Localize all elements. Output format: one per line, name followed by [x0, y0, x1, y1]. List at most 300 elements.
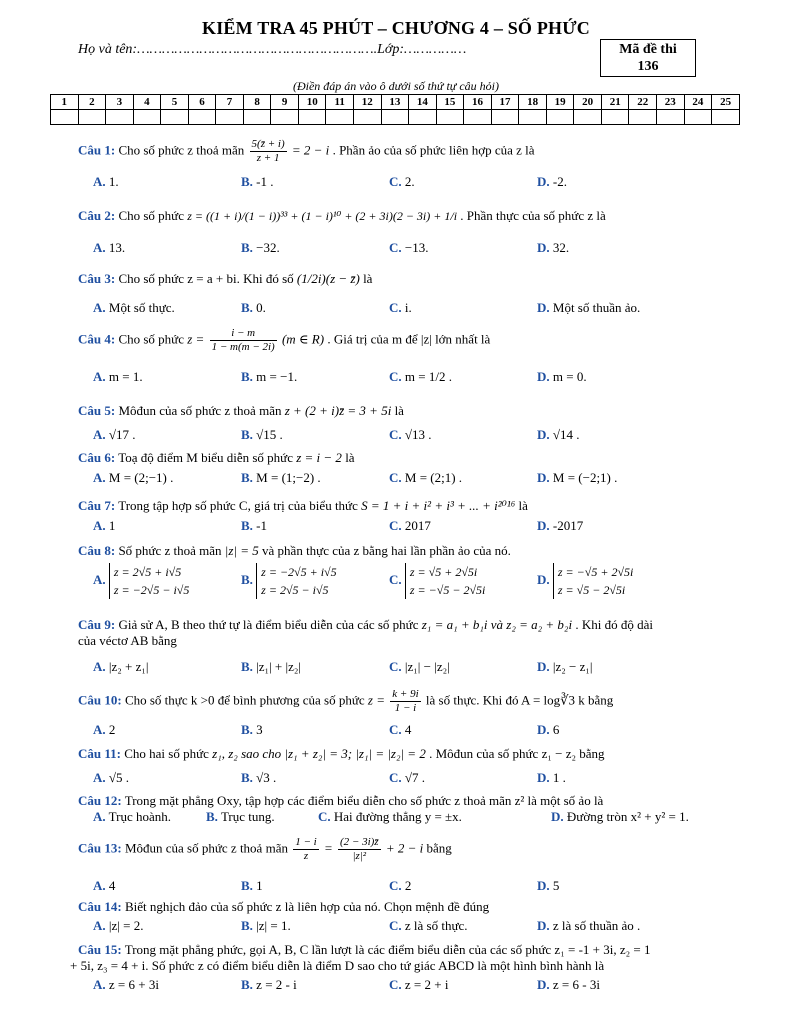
fraction-denominator: z + 1 [256, 152, 280, 164]
question-text: Cho số phức [118, 208, 184, 223]
option-letter: D. [537, 240, 550, 255]
options-q5 [93, 427, 753, 443]
option-letter: A. [93, 427, 106, 442]
option-text: m = 1. [108, 369, 143, 384]
answer-option [537, 659, 593, 675]
options-q15 [93, 977, 753, 993]
answer-grid-number: 21 [601, 95, 629, 110]
question-label: Câu 13: [78, 840, 122, 856]
option-letter: A. [93, 722, 106, 737]
option-letter: B. [241, 369, 253, 384]
option-letter: C. [389, 369, 402, 384]
option-text: √7 . [404, 770, 426, 785]
question-label: Câu 10: [78, 692, 122, 708]
option-letter: C. [389, 240, 402, 255]
answer-option [241, 240, 280, 256]
answer-option [241, 878, 263, 894]
answer-option [241, 518, 267, 534]
option-letter: D. [537, 878, 550, 893]
option-text: √3 . [256, 770, 277, 785]
option-text: √13 . [404, 427, 432, 442]
exam-code-label: Mã đề thi [619, 42, 677, 57]
answer-option [93, 518, 115, 534]
system-line: z = −√5 + 2√5i [557, 565, 634, 579]
answer-option [537, 470, 617, 486]
option-text: −32. [256, 240, 280, 255]
answer-option [93, 369, 143, 385]
question-14 [78, 899, 758, 915]
option-letter: B. [241, 722, 253, 737]
fraction-denominator: 1 − m(m − 2i) [211, 341, 275, 353]
option-system [553, 563, 633, 599]
answer-option [93, 659, 149, 675]
answer-option [241, 470, 321, 486]
answer-option [537, 427, 580, 443]
answer-cell[interactable] [601, 110, 629, 125]
option-letter: A. [93, 977, 106, 992]
option-letter: C. [389, 918, 402, 933]
option-letter: C. [389, 174, 402, 189]
answer-option [389, 722, 411, 738]
question-text-end: là [518, 498, 528, 513]
option-text: |z₁| + |z₂| [256, 659, 302, 674]
answer-grid-number: 22 [629, 95, 657, 110]
option-letter: C. [318, 809, 331, 824]
answer-option [93, 878, 115, 894]
answer-grid-blanks [51, 110, 740, 125]
option-letter: B. [206, 809, 218, 824]
question-text: Toạ độ điểm M biểu diễn số phức [118, 450, 293, 465]
answer-grid-number: 16 [464, 95, 492, 110]
question-text-end: . Phần thực của số phức z là [460, 208, 606, 223]
answer-option [537, 878, 559, 894]
formula-lhs: z = [187, 331, 205, 347]
answer-cell[interactable] [546, 110, 574, 125]
answer-option [241, 659, 301, 675]
answer-cell[interactable] [381, 110, 409, 125]
answer-option [93, 240, 125, 256]
answer-cell[interactable] [629, 110, 657, 125]
option-letter: A. [93, 300, 106, 315]
system-line: z = 2√5 + i√5 [113, 565, 182, 579]
answer-cell[interactable] [436, 110, 464, 125]
answer-option [537, 300, 640, 316]
answer-instruction: (Điền đáp án vào ô dưới số thứ tự câu hỏi) [292, 79, 499, 93]
option-letter: B. [241, 300, 253, 315]
answer-cell[interactable] [216, 110, 244, 125]
answer-cell[interactable] [133, 110, 161, 125]
question-2 [78, 208, 758, 224]
option-text: Trục tung. [220, 809, 275, 824]
answer-grid-number: 10 [298, 95, 326, 110]
question-4 [78, 327, 758, 354]
question-7 [78, 498, 758, 514]
options-q8 [93, 563, 753, 605]
option-letter: D. [537, 977, 550, 992]
option-text: -1 . [256, 174, 274, 189]
question-text-end: là [394, 403, 404, 418]
answer-cell[interactable] [161, 110, 189, 125]
system-line: z = −2√5 + i√5 [261, 565, 337, 579]
question-9 [78, 617, 758, 649]
answer-grid-number: 17 [491, 95, 519, 110]
option-text: -2017 [552, 518, 584, 533]
answer-option [389, 563, 485, 599]
option-letter: C. [389, 878, 402, 893]
options-q9 [93, 659, 753, 675]
option-text: 4 [404, 722, 412, 737]
question-text: Biết nghịch đảo của số phức z là liên hợp của nó. Chọn mệnh đề đúng [124, 899, 490, 914]
answer-grid-number: 24 [684, 95, 712, 110]
option-letter: C. [389, 770, 402, 785]
answer-option [389, 659, 450, 675]
option-text: 2. [404, 174, 415, 189]
option-letter: A. [93, 659, 106, 674]
option-text: z là số thuần ảo . [552, 918, 641, 933]
question-text: Môđun của số phức z thoả mãn [118, 403, 282, 418]
option-text: √14 . [552, 427, 580, 442]
option-letter: C. [389, 977, 402, 992]
option-letter: B. [241, 518, 253, 533]
formula: S = 1 + i + i² + i³ + ... + i²⁰¹⁶ [361, 498, 516, 513]
answer-cell[interactable] [712, 110, 740, 125]
formula-rhs: = 2 − i [291, 142, 330, 158]
question-label: Câu 8: [78, 543, 116, 558]
option-letter: A. [93, 770, 106, 785]
question-label: Câu 6: [78, 450, 116, 465]
answer-cell[interactable] [464, 110, 492, 125]
exam-code-value: 136 [637, 59, 659, 74]
question-12 [78, 793, 758, 809]
option-letter: D. [537, 518, 550, 533]
answer-cell[interactable] [271, 110, 299, 125]
option-letter: B. [241, 174, 253, 189]
options-q12 [93, 809, 753, 825]
formula-fraction-right [338, 836, 381, 863]
answer-grid-number: 25 [712, 95, 740, 110]
option-text: M = (2;1) . [404, 470, 463, 485]
formula: z₁, z₂ sao cho |z₁ + z₂| = 3; |z₁| = |z₂| = 2 [212, 746, 426, 761]
system-line: z = 2√5 − i√5 [261, 583, 329, 597]
question-text-end: . Giá trị của m để |z| lớn nhất là [327, 331, 491, 347]
option-letter: A. [93, 518, 106, 533]
answer-option [241, 300, 266, 316]
answer-grid-number: 11 [326, 95, 354, 110]
question-text: Cho hai số phức [124, 746, 209, 761]
option-text: 2017 [404, 518, 431, 533]
option-text: 1 [108, 518, 116, 533]
answer-option [93, 770, 129, 786]
option-text: 4 [108, 878, 116, 893]
option-text: z = 6 - 3i [552, 977, 600, 992]
option-letter: A. [93, 918, 106, 933]
option-letter: A. [93, 470, 106, 485]
option-letter: C. [389, 659, 402, 674]
formula: z = i − 2 [296, 450, 342, 465]
answer-option [551, 809, 689, 825]
answer-option [206, 809, 275, 825]
fraction-denominator: |z|² [352, 850, 367, 862]
answer-option [537, 518, 583, 534]
option-text: 32. [552, 240, 570, 255]
question-text: Cho số phức z thoả mãn [118, 142, 245, 158]
answer-grid-number: 1 [51, 95, 79, 110]
question-label: Câu 11: [78, 746, 121, 761]
answer-option [537, 174, 567, 190]
answer-grid-number: 5 [161, 95, 189, 110]
system-line: z = √5 + 2√5i [409, 565, 478, 579]
question-5 [78, 403, 758, 419]
option-text: -1 [256, 518, 268, 533]
option-text: -2. [552, 174, 567, 189]
question-8 [78, 543, 758, 559]
formula-fraction [390, 688, 420, 715]
options-q10 [93, 722, 753, 738]
answer-cell[interactable] [354, 110, 382, 125]
answer-cell[interactable] [188, 110, 216, 125]
answer-grid-number: 12 [354, 95, 382, 110]
option-text: z = 2 - i [256, 977, 297, 992]
option-letter: D. [551, 809, 564, 824]
option-text: |z₂ + z₁| [108, 659, 149, 674]
fraction-numerator: k + 9i [392, 688, 419, 700]
option-text: 5 [552, 878, 560, 893]
option-text: 2 [404, 878, 412, 893]
answer-option [93, 174, 119, 190]
question-label: Câu 9: [78, 617, 116, 632]
question-label: Câu 4: [78, 331, 116, 347]
answer-grid-number: 8 [243, 95, 271, 110]
option-text: M = (1;−2) . [256, 470, 321, 485]
question-15 [70, 942, 758, 974]
option-text: 1 [256, 878, 263, 893]
option-system [256, 563, 336, 599]
answer-option [389, 369, 452, 385]
option-text: Trục hoành. [108, 809, 172, 824]
question-10 [78, 688, 758, 715]
answer-cell[interactable] [243, 110, 271, 125]
formula-lhs: z = [367, 692, 386, 708]
answer-grid-number: 6 [188, 95, 216, 110]
answer-option [93, 809, 171, 825]
question-text: Trong tập hợp số phức C, giá trị của biểu thức [118, 498, 358, 513]
option-letter: D. [537, 470, 550, 485]
exam-code-box [600, 39, 696, 77]
answer-option [389, 518, 431, 534]
options-q4 [93, 369, 753, 385]
option-letter: A. [93, 174, 106, 189]
answer-cell[interactable] [298, 110, 326, 125]
fraction-numerator: (2 − 3i)z̄ [339, 836, 379, 848]
question-6 [78, 450, 758, 466]
question-label: Câu 14: [78, 899, 122, 914]
option-text: 13. [108, 240, 126, 255]
formula: (1/2i)(z − z̄) [296, 271, 360, 286]
question-text-line2: + 5i, z₃ = 4 + i. Số phức z có điểm biểu diễn là điểm D sao cho tứ giác ABCD là một hình bình hành là [70, 958, 605, 973]
answer-cell[interactable] [684, 110, 712, 125]
formula-rhs: (m ∈ R) [281, 331, 325, 347]
answer-option [389, 918, 468, 934]
option-letter: B. [241, 427, 253, 442]
answer-cell[interactable] [106, 110, 134, 125]
options-q14 [93, 918, 753, 934]
option-text: |z| = 2. [108, 918, 144, 933]
student-info-line: Họ và tên:………………………………………………….Lớp:…………… [78, 42, 467, 57]
option-text: √17 . [108, 427, 136, 442]
option-text: Hai đường thẳng y = ±x. [333, 809, 462, 824]
option-letter: C. [389, 571, 402, 587]
option-letter: A. [93, 240, 106, 255]
answer-option [241, 563, 337, 599]
question-text-end: . Phần ảo của số phức liên hợp của z là [332, 142, 535, 158]
option-text: Một số thực. [108, 300, 175, 315]
answer-grid-number: 19 [546, 95, 574, 110]
question-13 [78, 836, 758, 863]
answer-option [537, 563, 633, 599]
option-text: Một số thuần ảo. [552, 300, 641, 315]
option-letter: C. [389, 470, 402, 485]
answer-cell[interactable] [51, 110, 79, 125]
option-text: M = (−2;1) . [552, 470, 618, 485]
question-3 [78, 271, 758, 287]
option-text: |z| = 1. [256, 918, 291, 933]
option-letter: B. [241, 659, 253, 674]
answer-option [389, 174, 415, 190]
option-system [109, 563, 189, 599]
option-letter: D. [537, 300, 550, 315]
options-q2 [93, 240, 753, 256]
question-text-end: và phần thực của z bằng hai lần phần ảo của nó. [262, 543, 511, 558]
answer-option [241, 427, 283, 443]
answer-option [93, 427, 136, 443]
formula-rhs: + 2 − i [385, 840, 424, 856]
answer-option [93, 918, 143, 934]
answer-option [241, 918, 291, 934]
option-text: z là số thực. [404, 918, 468, 933]
answer-option [241, 722, 263, 738]
option-letter: D. [537, 722, 550, 737]
answer-option [93, 300, 175, 316]
option-letter: C. [389, 722, 402, 737]
option-text: i. [404, 300, 412, 315]
answer-grid-number: 3 [106, 95, 134, 110]
answer-grid-number: 14 [409, 95, 437, 110]
option-letter: C. [389, 300, 402, 315]
answer-cell[interactable] [519, 110, 547, 125]
option-text: √5 . [108, 770, 130, 785]
system-line: z = √5 − 2√5i [557, 583, 626, 597]
answer-option [389, 427, 432, 443]
option-letter: B. [241, 918, 253, 933]
answer-option [389, 977, 448, 993]
answer-grid-number: 2 [78, 95, 106, 110]
options-q13 [93, 878, 753, 894]
option-text: 1 . [552, 770, 566, 785]
option-text: 2 [108, 722, 116, 737]
options-q6 [93, 470, 753, 486]
answer-option [93, 977, 159, 993]
question-label: Câu 7: [78, 498, 116, 513]
option-letter: B. [241, 470, 253, 485]
question-text-end: là số thực. Khi đó A = log∛3 k bằng [425, 692, 614, 708]
option-letter: C. [389, 518, 402, 533]
answer-grid-number: 15 [436, 95, 464, 110]
answer-grid-number: 7 [216, 95, 244, 110]
question-text: Cho số phức z = a + bi. Khi đó số [118, 271, 294, 286]
answer-grid-numbers [51, 95, 740, 110]
answer-cell[interactable] [657, 110, 685, 125]
answer-option [537, 770, 566, 786]
option-text: −13. [404, 240, 429, 255]
option-letter: B. [241, 240, 253, 255]
answer-cell[interactable] [491, 110, 519, 125]
question-label: Câu 1: [78, 142, 116, 158]
answer-grid-number: 18 [519, 95, 547, 110]
answer-option [537, 369, 587, 385]
answer-option [389, 300, 412, 316]
option-letter: D. [537, 571, 550, 587]
question-text-end: là [345, 450, 355, 465]
fraction-denominator: 1 − i [394, 702, 417, 714]
option-letter: D. [537, 659, 550, 674]
fraction-numerator: i − m [210, 327, 277, 341]
option-text: z = 2 + i [404, 977, 449, 992]
option-letter: A. [93, 809, 106, 824]
question-text-end: . Khi đó độ dài [575, 617, 653, 632]
answer-option [389, 878, 411, 894]
formula: z + (2 + i)z̄ = 3 + 5i [284, 403, 392, 418]
option-text: Đường tròn x² + y² = 1. [566, 809, 689, 824]
question-text: Số phức z thoả mãn [118, 543, 222, 558]
option-letter: D. [537, 369, 550, 384]
answer-option [537, 722, 559, 738]
question-label: Câu 3: [78, 271, 116, 286]
option-text: m = −1. [256, 369, 298, 384]
option-text: m = 1/2 . [404, 369, 452, 384]
options-q7 [93, 518, 753, 534]
option-letter: D. [537, 770, 550, 785]
option-letter: B. [241, 571, 253, 587]
option-text: 1. [108, 174, 119, 189]
question-text-end: . Môđun của số phức z₁ − z₂ bằng [429, 746, 605, 761]
answer-grid-number: 13 [381, 95, 409, 110]
formula-fraction-left [293, 836, 318, 863]
answer-cell[interactable] [78, 110, 106, 125]
question-label: Câu 12: [78, 793, 122, 808]
options-q3 [93, 300, 753, 316]
answer-cell[interactable] [326, 110, 354, 125]
question-text-line2: của véctơ AB bằng [78, 633, 177, 648]
formula-equals: = [323, 840, 333, 856]
option-letter: A. [93, 571, 106, 587]
question-text: Cho số thực k >0 để bình phương của số phức [124, 692, 365, 708]
answer-option [537, 977, 600, 993]
question-text: Cho số phức [118, 331, 184, 347]
answer-cell[interactable] [409, 110, 437, 125]
answer-grid-number: 4 [133, 95, 161, 110]
option-text: |z₁| − |z₂| [404, 659, 450, 674]
option-text: M = (2;−1) . [108, 470, 174, 485]
question-1 [78, 138, 758, 165]
answer-option [93, 563, 189, 599]
option-letter: D. [537, 174, 550, 189]
option-letter: D. [537, 427, 550, 442]
formula-fraction [210, 327, 277, 354]
system-line: z = −2√5 − i√5 [113, 583, 190, 597]
option-letter: A. [93, 878, 106, 893]
question-text-end: là [363, 271, 373, 286]
answer-cell[interactable] [574, 110, 602, 125]
